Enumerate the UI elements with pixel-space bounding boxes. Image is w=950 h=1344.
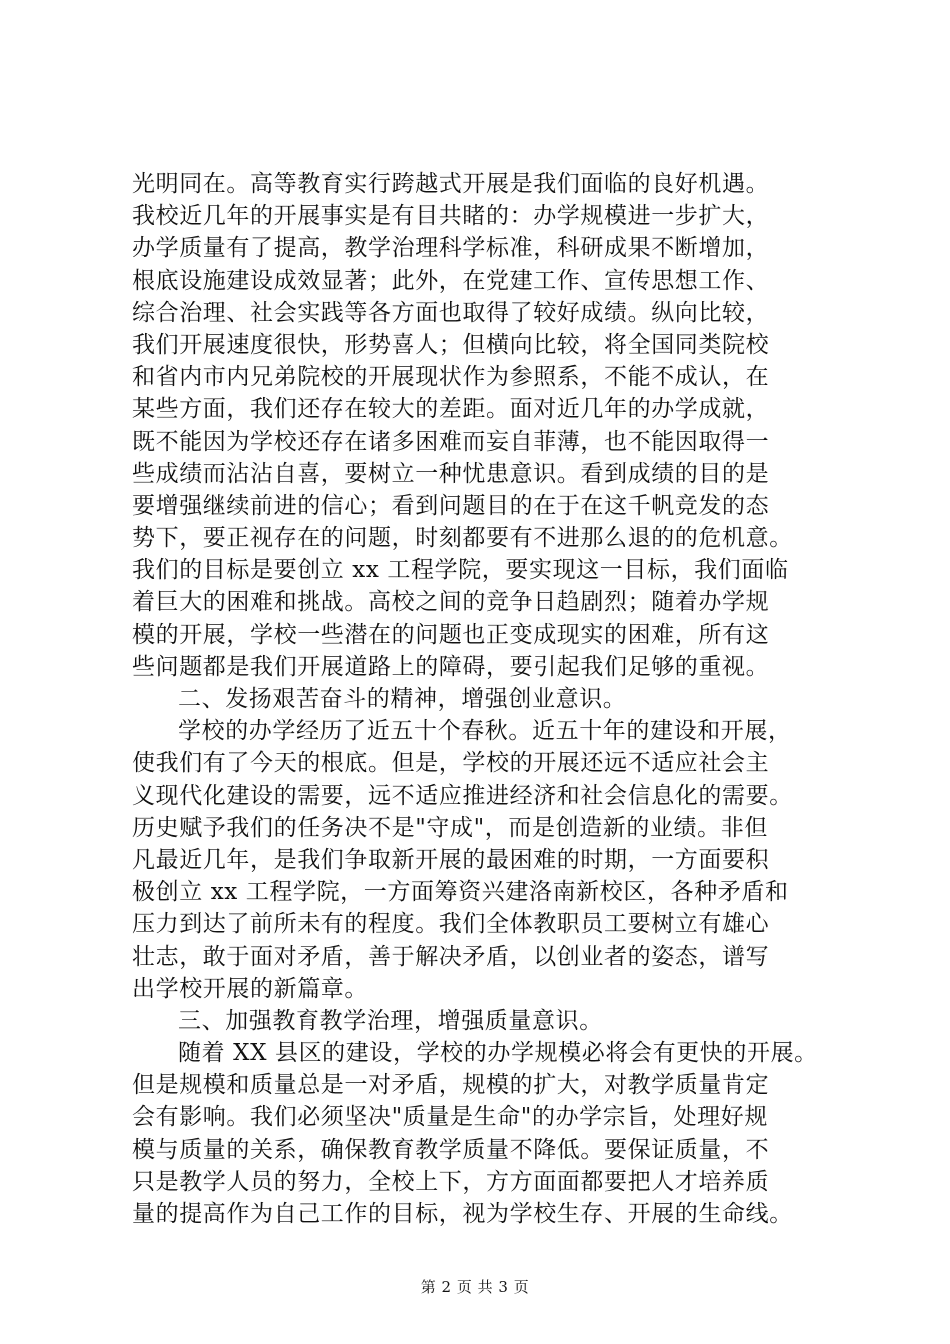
- text-line: 只是教学人员的努力，全校上下，方方面面都要把人才培养质: [132, 1168, 770, 1195]
- text-line: 办学质量有了提高，教学治理科学标准，科研成果不断增加，: [132, 235, 770, 262]
- text-line: 出学校开展的新篇章。: [132, 975, 368, 1002]
- section-heading: 二、发扬艰苦奋斗的精神，增强创业意识。: [178, 686, 627, 712]
- text-line: 极创立 xx 工程学院，一方面筹资兴建洛南新校区，各种矛盾和: [132, 879, 789, 906]
- text-line: 光明同在。高等教育实行跨越式开展是我们面临的良好机遇。: [132, 171, 770, 197]
- text-line: 既不能因为学校还存在诸多困难而妄自菲薄，也不能因取得一: [132, 428, 770, 455]
- text-line: 壮志，敢于面对矛盾，善于解决矛盾，以创业者的姿态，谱写: [132, 943, 770, 970]
- text-line: 模的开展，学校一些潜在的问题也正变成现实的困难，所有这: [132, 621, 770, 648]
- text-line: 凡最近几年，是我们争取新开展的最困难的时期，一方面要积: [132, 846, 770, 873]
- text-line: 义现代化建设的需要，远不适应推进经济和社会信息化的需要。: [132, 782, 793, 809]
- text-line: 些问题都是我们开展道路上的障碍，要引起我们足够的重视。: [132, 653, 770, 680]
- text-line: 模与质量的关系，确保教育教学质量不降低。要保证质量，不: [132, 1136, 770, 1163]
- text-line: 根底设施建设成效显著；此外，在党建工作、宣传思想工作、: [132, 267, 770, 294]
- text-line: 着巨大的困难和挑战。高校之间的竞争日趋剧烈；随着办学规: [132, 589, 770, 616]
- page-footer: 第 2 页 共 3 页: [420, 1278, 530, 1296]
- text-line: 某些方面，我们还存在较大的差距。面对近几年的办学成就，: [132, 396, 770, 423]
- text-line: 些成绩而沾沾自喜，要树立一种忧患意识。看到成绩的目的是: [132, 460, 770, 487]
- text-line: 我们的目标是要创立 xx 工程学院，要实现这一目标，我们面临: [132, 557, 789, 584]
- text-line: 随着 XX 县区的建设，学校的办学规模必将会有更快的开展。: [178, 1040, 818, 1067]
- text-line: 学校的办学经历了近五十个春秋。近五十年的建设和开展，: [178, 718, 792, 745]
- text-line: 要增强继续前进的信心；看到问题目的在于在这千帆竞发的态: [132, 492, 770, 519]
- text-line: 势下，要正视存在的问题，时刻都要有不进那么退的的危机意。: [132, 525, 793, 552]
- text-line: 我校近几年的开展事实是有目共睹的：办学规模进一步扩大，: [132, 203, 770, 230]
- text-line: 但是规模和质量总是一对矛盾，规模的扩大，对教学质量肯定: [132, 1072, 770, 1099]
- text-line: 量的提高作为自己工作的目标，视为学校生存、开展的生命线。: [132, 1201, 793, 1227]
- text-line: 会有影响。我们必须坚决"质量是生命"的办学宗旨，处理好规: [132, 1104, 768, 1131]
- text-line: 使我们有了今天的根底。但是，学校的开展还远不适应社会主: [132, 750, 770, 777]
- text-line: 压力到达了前所未有的程度。我们全体教职员工要树立有雄心: [132, 911, 770, 938]
- text-line: 综合治理、社会实践等各方面也取得了较好成绩。纵向比较，: [132, 299, 770, 326]
- section-heading: 三、加强教育教学治理，增强质量意识。: [178, 1007, 603, 1034]
- text-line: 和省内市内兄弟院校的开展现状作为参照系，不能不成认，在: [132, 364, 770, 391]
- text-line: 我们开展速度很快，形势喜人；但横向比较，将全国同类院校: [132, 331, 770, 358]
- text-line: 历史赋予我们的任务决不是"守成"，而是创造新的业绩。非但: [132, 814, 768, 841]
- body-text: [132, 168, 852, 1230]
